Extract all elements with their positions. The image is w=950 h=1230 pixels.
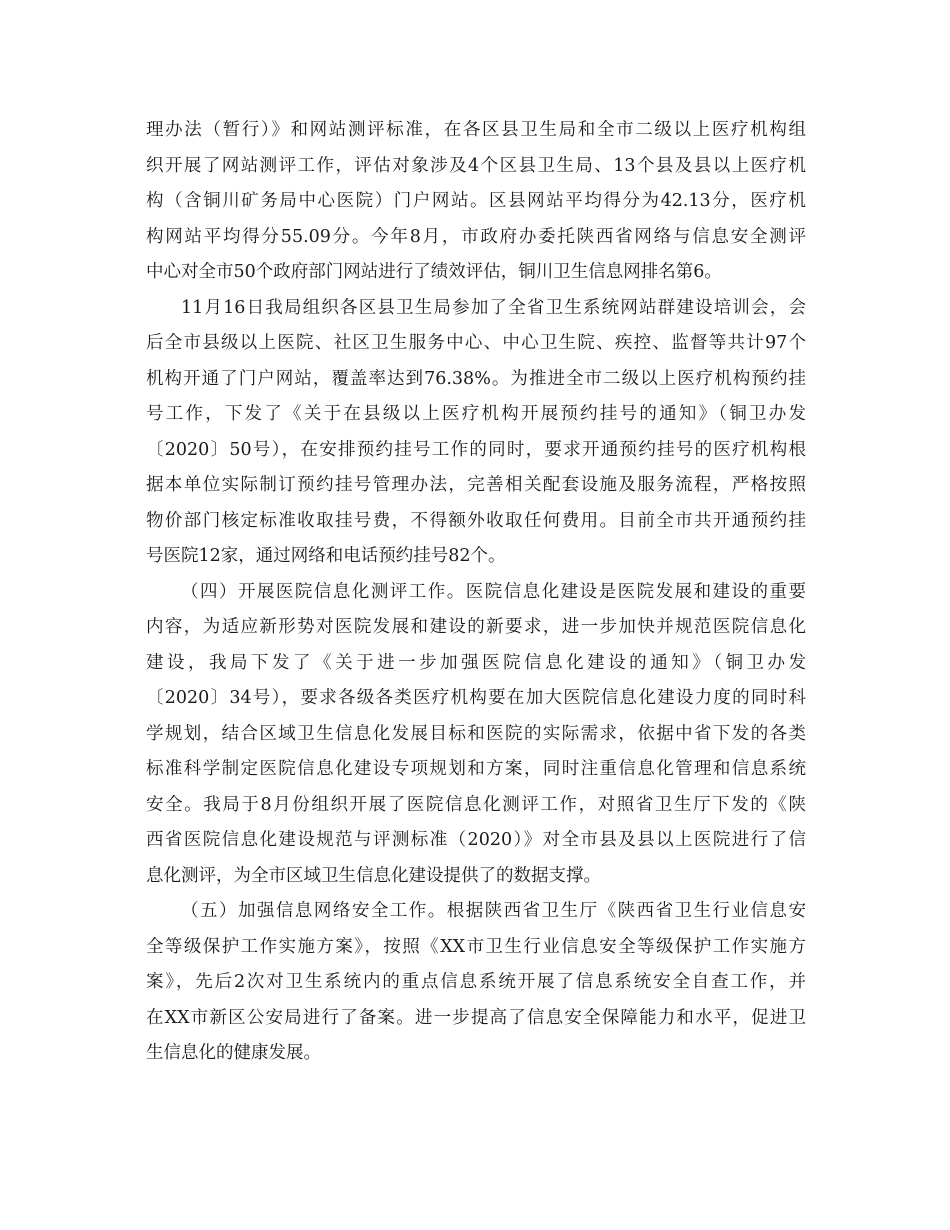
paragraph-website-training — [146, 291, 806, 575]
text-line: （四）开展医院信息化测评工作。医院信息化建设是医院发展和建设的重要 — [181, 581, 806, 602]
document-body — [146, 113, 806, 1072]
paragraph-hospital-informatization — [146, 575, 806, 895]
text-line: 号医院12家，通过网络和电话预约挂号82个。 — [146, 546, 506, 566]
text-line: 〔2020〕34号），要求各级各类医疗机构要在加大医院信息化建设力度的同时科 — [146, 688, 806, 708]
text-line: 息化测评，为全市区域卫生信息化建设提供了的数据支撑。 — [146, 865, 601, 886]
paragraph-network-security — [146, 894, 806, 1072]
text-line: 学规划，结合区域卫生信息化发展目标和医院的实际需求，依据中省下发的各类 — [146, 723, 806, 744]
text-line: 西省医院信息化建设规范与评测标准（2020）》对全市县及县以上医院进行了信 — [146, 830, 806, 850]
text-line: 内容，为适应新形势对医院发展和建设的新要求，进一步加快并规范医院信息化 — [146, 617, 806, 637]
text-line: 11月16日我局组织各区县卫生局参加了全省卫生系统网站群建设培训会，会 — [181, 297, 806, 318]
text-line: 生信息化的健康发展。 — [146, 1043, 321, 1063]
paragraph-website-evaluation — [146, 113, 806, 291]
text-line: 〔2020〕50号），在安排预约挂号工作的同时，要求开通预约挂号的医疗机构根 — [146, 439, 806, 460]
text-line: 中心对全市50个政府部门网站进行了绩效评估，铜川卫生信息网排名第6。 — [146, 262, 722, 282]
text-line: 全等级保护工作实施方案》，按照《XX市卫生行业信息安全等级保护工作实施方 — [146, 936, 806, 957]
text-line: 号工作，下发了《关于在县级以上医疗机构开展预约挂号的通知》（铜卫办发 — [146, 404, 806, 424]
text-line: 构网站平均得分55.09分。今年8月，市政府办委托陕西省网络与信息安全测评 — [146, 226, 806, 247]
text-line: 构（含铜川矿务局中心医院）门户网站。区县网站平均得分为42.13分，医疗机 — [146, 191, 806, 211]
text-line: 物价部门核定标准收取挂号费，不得额外收取任何费用。目前全市共开通预约挂 — [146, 510, 806, 531]
text-line: 安全。我局于8月份组织开展了医院信息化测评工作，对照省卫生厅下发的《陕 — [146, 794, 806, 815]
text-line: 在XX市新区公安局进行了备案。进一步提高了信息安全保障能力和水平，促进卫 — [146, 1007, 806, 1028]
text-line: 标准科学制定医院信息化建设专项规划和方案，同时注重信息化管理和信息系统 — [146, 759, 806, 779]
text-line: 理办法（暂行）》和网站测评标准，在各区县卫生局和全市二级以上医疗机构组 — [146, 120, 806, 140]
text-line: 据本单位实际制订预约挂号管理办法，完善相关配套设施及服务流程，严格按照 — [146, 475, 806, 495]
text-line: 建设，我局下发了《关于进一步加强医院信息化建设的通知》（铜卫办发 — [146, 652, 806, 673]
text-line: 织开展了网站测评工作，评估对象涉及4个区县卫生局、13个县及县以上医疗机 — [146, 155, 806, 176]
text-line: 案》，先后2次对卫生系统内的重点信息系统开展了信息系统安全自查工作，并 — [146, 972, 806, 992]
text-line: 后全市县级以上医院、社区卫生服务中心、中心卫生院、疾控、监督等共计97个 — [146, 333, 806, 353]
text-line: （五）加强信息网络安全工作。根据陕西省卫生厅《陕西省卫生行业信息安 — [181, 901, 806, 921]
text-line: 机构开通了门户网站，覆盖率达到76.38%。为推进全市二级以上医疗机构预约挂 — [146, 368, 806, 389]
